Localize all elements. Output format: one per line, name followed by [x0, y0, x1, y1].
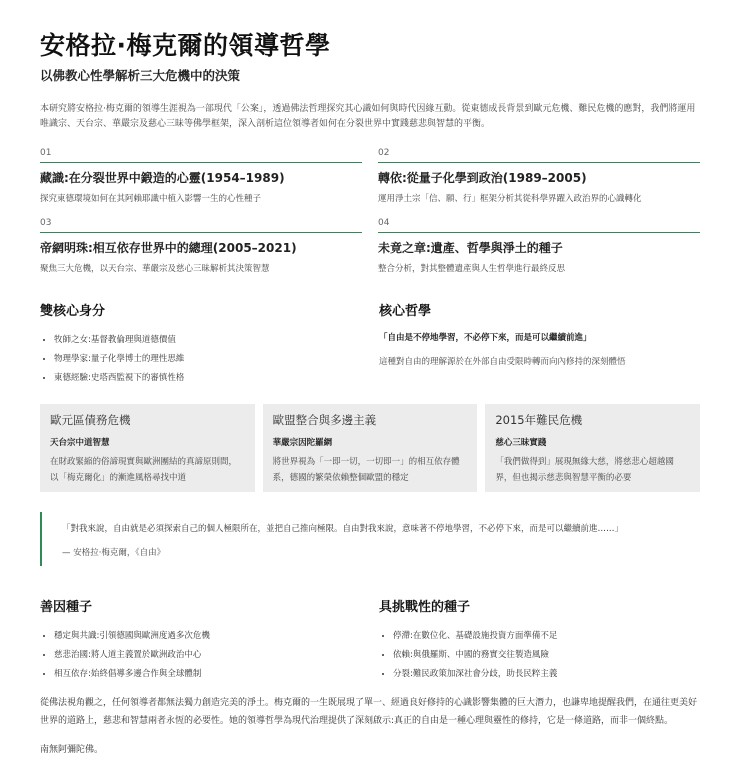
phase-04	[378, 218, 700, 274]
phase-title: 藏識:在分裂世界中鍛造的心靈(1954–1989)	[40, 171, 285, 185]
crisis-card-eu	[263, 404, 478, 492]
good-seeds-heading: 善因種子	[40, 600, 93, 615]
philosophy-column	[379, 300, 700, 388]
crisis-title: 歐盟整合與多邊主義	[272, 413, 377, 427]
phase-01	[40, 148, 362, 204]
phases-grid	[40, 148, 700, 274]
phase-title: 轉依:從量子化學到政治(1989–2005)	[378, 171, 587, 185]
challenging-seeds-list	[379, 627, 700, 684]
identity-philosophy-section	[40, 300, 700, 388]
list-item: • 依賴:與俄羅斯、中國的務實交往製造風險	[393, 646, 700, 665]
crises-cards	[40, 404, 700, 492]
crisis-framework: 天台宗中道智慧	[50, 438, 110, 448]
blockquote	[40, 512, 700, 566]
challenging-seeds-column	[379, 596, 700, 684]
list-item: • 牧師之女:基督教倫理與道德價值	[54, 331, 361, 350]
crisis-card-euro	[40, 404, 255, 492]
list-item: • 相互依存:始終倡導多邊合作與全球體制	[54, 665, 361, 684]
seeds-section	[40, 596, 700, 684]
phase-number: 01	[40, 148, 362, 163]
page-subtitle: 以佛教心性學解析三大危機中的決策	[40, 68, 241, 83]
phase-title: 未竟之章:遺產、哲學與淨土的種子	[378, 241, 563, 255]
list-item: • 停滯:在數位化、基礎設施投資方面準備不足	[393, 627, 700, 646]
crisis-title: 2015年難民危機	[495, 413, 583, 427]
crisis-description: 在財政緊縮的俗諦現實與歐洲團結的真諦原則間，以「梅克爾化」的漸進風格尋找中道	[50, 457, 238, 483]
crisis-framework: 華嚴宗因陀羅網	[272, 438, 333, 448]
philosophy-note: 這種對自由的理解源於在外部自由受限時轉而向內修持的深刻體悟	[379, 357, 626, 367]
crisis-framework: 慈心三昧實踐	[495, 438, 547, 448]
phase-03	[40, 218, 362, 274]
crisis-description: 將世界視為「一即一切，一切即一」的相互依存體系，德國的繁榮依賴整個歐盟的穩定	[272, 457, 460, 483]
quote-attribution: — 安格拉·梅克爾，《自由》	[62, 548, 166, 558]
list-item: • 穩定與共識:引領德國與歐洲度過多次危機	[54, 627, 361, 646]
namo-line: 南無阿彌陀佛。	[40, 745, 104, 755]
phase-description: 整合分析，對其整體遺產與人生哲學進行最終反思	[378, 264, 566, 274]
phase-number: 03	[40, 218, 362, 233]
good-seeds-list	[40, 627, 361, 684]
phase-description: 探究東德環境如何在其阿賴耶識中植入影響一生的心性種子	[40, 194, 262, 204]
identity-list	[40, 331, 361, 388]
crisis-description: 「我們做得到」展現無緣大慈，將慈悲心超越國界，但也揭示慈悲與智慧平衡的必要	[495, 457, 674, 483]
list-item: • 東德經驗:史塔西監視下的審慎性格	[54, 369, 361, 388]
identity-column	[40, 300, 361, 388]
phase-number: 04	[378, 218, 700, 233]
good-seeds-column	[40, 596, 361, 684]
phase-description: 運用淨土宗「信、願、行」框架分析其從科學界躍入政治界的心識轉化	[378, 194, 642, 204]
phase-02	[378, 148, 700, 204]
phase-number: 02	[378, 148, 700, 163]
philosophy-heading: 核心哲學	[379, 304, 432, 319]
list-item: • 分裂:難民政策加深社會分歧，助長民粹主義	[393, 665, 700, 684]
phase-description: 聚焦三大危機，以天台宗、華嚴宗及慈心三昧解析其決策智慧	[40, 264, 270, 274]
list-item: • 物理學家:量子化學博士的理性思維	[54, 350, 361, 369]
challenging-seeds-heading: 具挑戰性的種子	[379, 600, 471, 615]
quote-text: 「對我來說，自由就是必須探索自己的個人極限所在，並把自己推向極限。自由對我來說，意味著不停地學習，不必停下來，而是可以繼續前進……」	[62, 524, 624, 534]
crisis-card-refugee	[485, 404, 700, 492]
phase-title: 帝網明珠:相互依存世界中的總理(2005–2021)	[40, 241, 297, 255]
page-title: 安格拉·梅克爾的領導哲學	[40, 31, 331, 60]
crisis-title: 歐元區債務危機	[50, 413, 131, 427]
list-item: • 慈悲治國:將人道主義置於歐洲政治中心	[54, 646, 361, 665]
intro-paragraph: 本研究將安格拉·梅克爾的領導生涯視為一部現代「公案」，透過佛法哲理探究其心識如何與時代因緣互動。從東德成長背景到歐元危機、難民危機的應對，我們將運用唯識宗、天台宗、華嚴宗及慈心三昧等佛學框架，深入剖析這位領導者如何在分裂世界中實踐慈悲與智慧的平衡。	[40, 104, 696, 129]
closing-paragraph: 從佛法視角觀之，任何領導者都無法獨力創造完美的淨土。梅克爾的一生既展現了單一、經過良好修持的心識影響集體的巨大潛力，也謙卑地提醒我們，在通往更美好世界的道路上，慈悲和智慧兩者永恆的必要性。她的領導哲學為現代治理提供了深刻啟示:真正的自由是一種心理與靈性的修持，它是一條道路，而非一個終點。	[40, 698, 698, 726]
philosophy-quote: 「自由是不停地學習，不必停下來，而是可以繼續前進」	[379, 333, 592, 343]
identity-heading: 雙核心身分	[40, 304, 106, 319]
